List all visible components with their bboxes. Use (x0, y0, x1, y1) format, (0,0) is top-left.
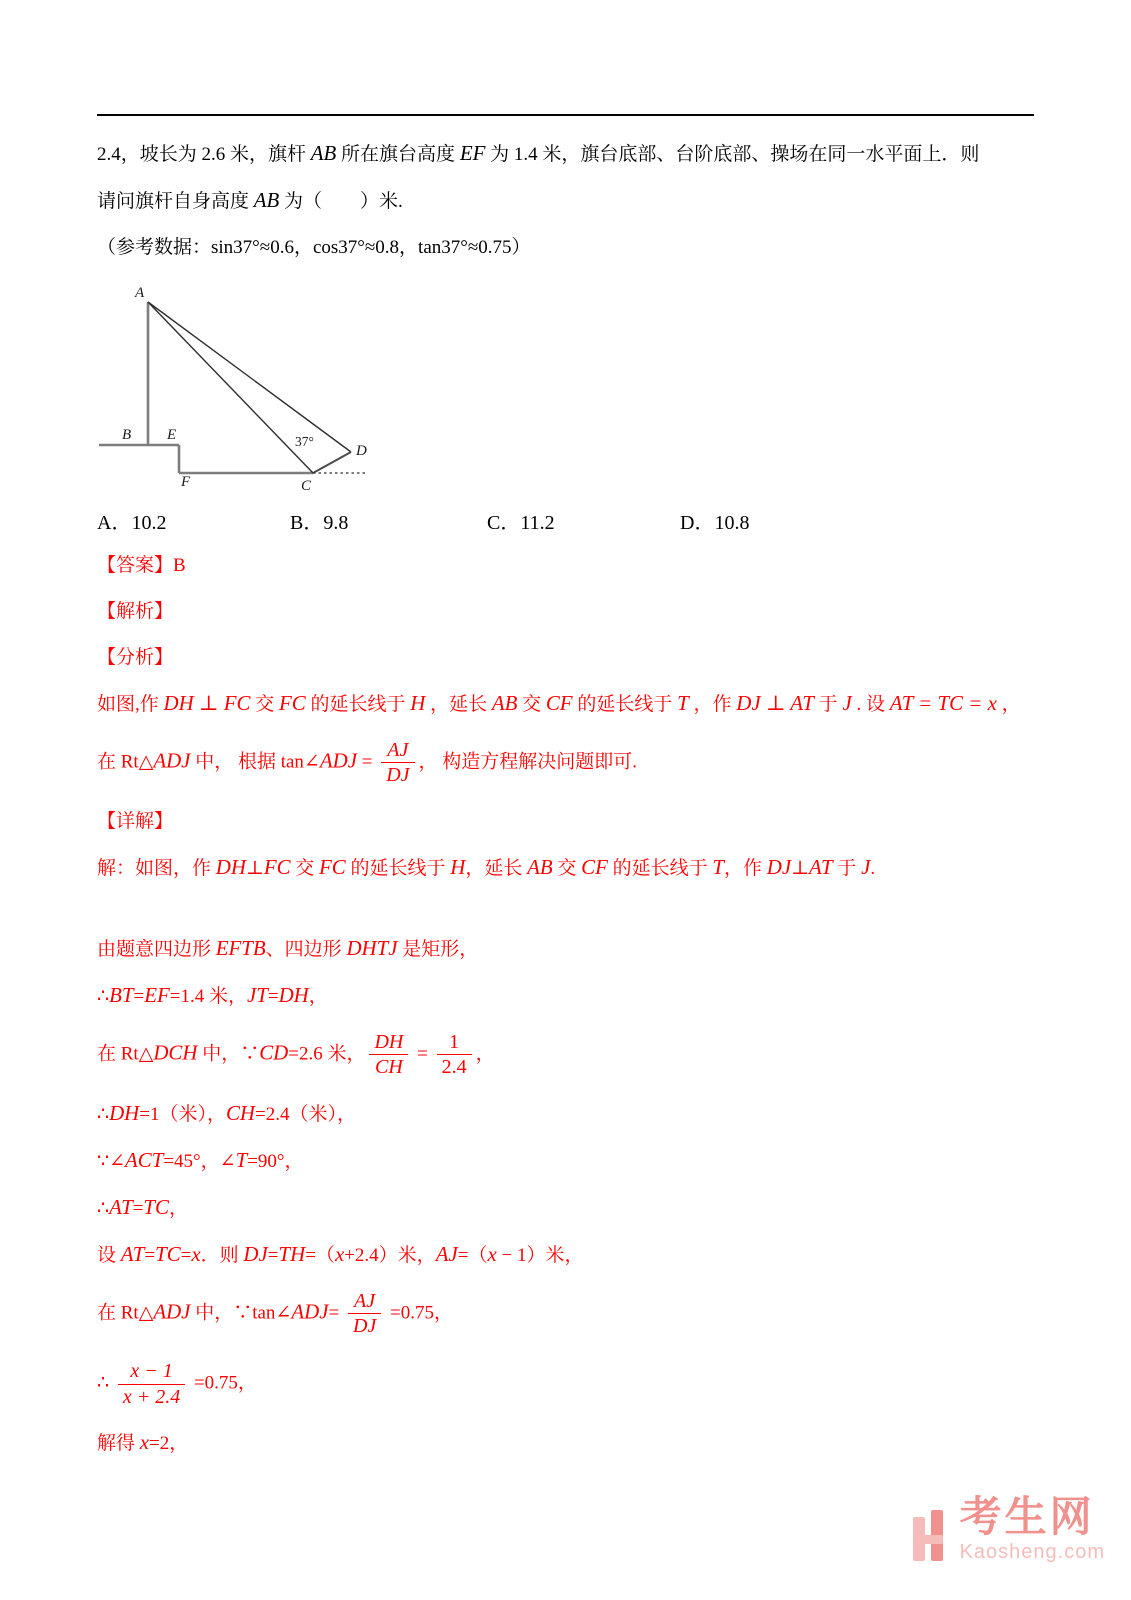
plain-text: ⊥ (791, 857, 810, 879)
plain-text: 交 (552, 857, 582, 879)
fraction: $\frac{DH}{CH}$ (369, 1031, 408, 1079)
math-text: T (677, 691, 689, 715)
math-text: CD (259, 1040, 289, 1065)
plain-text: = (180, 1244, 192, 1266)
text-line (97, 187, 1057, 215)
math-text: JT (246, 982, 268, 1007)
math-text: AB (253, 188, 280, 212)
plain-text: ，延长 (425, 694, 492, 715)
option-b: B．9.8 (290, 512, 349, 534)
text-line (97, 690, 1057, 718)
math-text: CH (226, 1100, 256, 1125)
plain-text: 2.4，坡长为 2.6 米，旗杆 (97, 144, 311, 165)
math-text: FC (279, 691, 306, 715)
plain-text: ，延长 (465, 857, 528, 879)
plain-text: 的延长线于 (305, 694, 411, 715)
point-label-C: C (301, 478, 312, 494)
analysis-text (97, 690, 1057, 789)
math-text: ADJ (153, 748, 191, 773)
plain-text: =2， (149, 1433, 189, 1455)
plain-text: ，作 (688, 694, 737, 715)
math-text: H (450, 854, 466, 879)
answer-label: 【答案】 (97, 555, 174, 576)
math-text: DHTJ (346, 935, 398, 960)
plain-text: ∴ (97, 1372, 114, 1394)
plain-text: = (356, 751, 378, 773)
math-text: EF (459, 141, 486, 165)
option-a: A．10.2 (97, 512, 167, 534)
math-text: J (842, 691, 852, 715)
math-text: DH ⊥ FC (163, 691, 251, 715)
text-line (97, 1241, 1057, 1269)
plain-text: ， (996, 694, 1021, 715)
text-line (97, 982, 1057, 1010)
text-line (97, 140, 1057, 168)
plain-text: 的延长线于 (345, 857, 451, 879)
plain-text: =1.4 米， (169, 985, 247, 1007)
plain-text: =0.75， (385, 1301, 453, 1323)
plain-text: = (412, 1043, 433, 1065)
math-text: T (712, 854, 725, 879)
math-text: J (861, 854, 871, 879)
point-label-B: B (122, 427, 132, 443)
text-line (97, 737, 1057, 789)
plain-text: ， (308, 985, 328, 1007)
solution-text (97, 935, 1057, 1457)
plain-text: = (267, 985, 279, 1007)
plain-text: 的延长线于 (572, 694, 678, 715)
plain-text: = (144, 1244, 156, 1266)
text-line (97, 1147, 1057, 1175)
choice-options-row (97, 506, 1057, 533)
section-fenxi: 【分析】 (97, 647, 174, 668)
section-xiangjie: 【详解】 (97, 810, 174, 832)
text-line (97, 1358, 1057, 1410)
plain-text: ， (475, 1043, 495, 1065)
fraction: $\frac{AJ}{DJ}$ (348, 1290, 381, 1338)
math-text: DJ (766, 854, 792, 879)
plain-text: 解：如图，作 (97, 857, 216, 879)
text-line (97, 935, 1057, 963)
plain-text: − 1）米， (496, 1244, 584, 1266)
math-text: DH (109, 1100, 140, 1125)
plain-text: ， (168, 1197, 188, 1219)
math-text: TC (143, 1194, 169, 1219)
math-text: DJ (243, 1241, 268, 1266)
sightline-AD (148, 302, 351, 452)
math-text: x (191, 1241, 201, 1266)
plain-text: =（ (305, 1244, 335, 1266)
plain-text: 中， 根据 tan∠ (190, 751, 320, 773)
plain-text: = (328, 1301, 344, 1323)
text-line (97, 1194, 1057, 1222)
plain-text: 请问旗杆自身高度 (97, 191, 254, 212)
plain-text: ∴ (97, 1197, 110, 1219)
math-text: CF (581, 854, 608, 879)
math-text: H (410, 691, 426, 715)
fraction: $\frac{x - 1}{x + 2.4}$ (118, 1360, 185, 1408)
plain-text: 设 (97, 1244, 121, 1266)
plain-text: 交 (250, 694, 279, 715)
math-text: TH (278, 1241, 306, 1266)
math-text: AJ (435, 1241, 458, 1266)
blank-gap (97, 901, 1057, 935)
plain-text: =（ (457, 1244, 488, 1266)
plain-text: =1（米）， (139, 1103, 226, 1125)
fraction: $\frac{1}{2.4}$ (437, 1031, 472, 1079)
plain-text: 交 (517, 694, 546, 715)
plain-text: 于 (813, 694, 843, 715)
math-text: ADJ (319, 748, 357, 773)
math-text: DJ ⊥ AT (736, 691, 814, 715)
plain-text: =0.75， (189, 1372, 257, 1394)
math-text: ACT (125, 1147, 164, 1172)
math-text: AT (809, 854, 833, 879)
plain-text: =45°，∠ (163, 1150, 236, 1172)
plain-text: 、四边形 (265, 938, 347, 960)
plain-text: 是矩形， (397, 938, 479, 960)
math-text: FC (319, 854, 346, 879)
math-text: AB (491, 691, 518, 715)
answer-line (97, 552, 1057, 579)
answer-value: B (173, 555, 186, 576)
plain-text: 为（ ）米. (279, 191, 403, 212)
plain-text: ∵∠ (97, 1150, 126, 1172)
plain-text: 在 Rt△ (97, 1043, 154, 1065)
math-text: TC (155, 1241, 181, 1266)
plain-text: =2.4（米）， (255, 1103, 356, 1125)
watermark-site-domain: Kaosheng.com (959, 1541, 1105, 1563)
plain-text: +2.4）米， (344, 1244, 436, 1266)
plain-text: . (870, 857, 876, 879)
option-d: D．10.8 (680, 512, 750, 534)
math-text: CF (545, 691, 573, 715)
plain-text: 的延长线于 (607, 857, 713, 879)
geometry-figure (97, 280, 409, 496)
point-label-E: E (167, 427, 177, 443)
sightline-AC (148, 302, 313, 473)
math-text: AT (109, 1194, 133, 1219)
math-text: AB (310, 141, 337, 165)
math-text: DH (278, 982, 309, 1007)
slope-CD (313, 452, 351, 473)
plain-text: =2.6 米， (288, 1043, 366, 1065)
plain-text: . 设 (851, 694, 890, 715)
plain-text: = (267, 1244, 279, 1266)
math-text: EFTB (215, 935, 266, 960)
plain-text: =90°， (247, 1150, 304, 1172)
math-text: x (139, 1430, 150, 1455)
math-text: DH (215, 854, 246, 879)
plain-text: 于 (832, 857, 862, 879)
plain-text: = (133, 985, 145, 1007)
figure-svg (97, 280, 409, 496)
angle-label-37: 37° (295, 434, 314, 449)
plain-text: 如图,作 (97, 694, 164, 715)
solution-intro (97, 854, 1057, 882)
text-line (97, 1288, 1057, 1340)
math-text: T (235, 1147, 248, 1172)
problem-statement (97, 140, 1057, 261)
plain-text: ， 构造方程解决问题即可. (418, 751, 638, 773)
top-divider (97, 114, 1034, 116)
plain-text: ∴ (97, 985, 110, 1007)
math-text: x (487, 1241, 497, 1266)
plain-text: ，作 (724, 857, 767, 879)
math-text: EF (144, 982, 170, 1007)
point-label-A: A (135, 285, 145, 301)
kaosheng-watermark (910, 1492, 1105, 1564)
math-text: AT (120, 1241, 145, 1266)
text-line (97, 1029, 1057, 1081)
option-c: C．11.2 (487, 512, 555, 534)
kaosheng-logo-icon (910, 1510, 950, 1564)
plain-text: 交 (290, 857, 320, 879)
fraction: $\frac{AJ}{DJ}$ (381, 739, 414, 787)
point-label-D: D (356, 443, 367, 459)
point-label-F: F (181, 474, 191, 490)
math-text: AB (527, 854, 553, 879)
plain-text: 在 Rt△ (97, 751, 154, 773)
math-text: ADJ (153, 1298, 191, 1323)
plain-text: ⊥ (245, 857, 264, 879)
plain-text: 在 Rt△ (97, 1301, 154, 1323)
plain-text: 所在旗台高度 (336, 144, 460, 165)
plain-text: ∴ (97, 1103, 110, 1125)
plain-text: = (132, 1197, 144, 1219)
plain-text: 中，∵ (197, 1043, 260, 1065)
math-text: AT = TC = x (889, 691, 997, 715)
math-text: BT (109, 982, 134, 1007)
text-line (97, 1429, 1057, 1457)
watermark-site-name: 考生网 (959, 1492, 1095, 1540)
plain-text: 为 1.4 米，旗台底部、台阶底部、操场在同一水平面上．则 (485, 144, 980, 165)
math-text: DCH (153, 1040, 198, 1065)
plain-text: ．则 (200, 1244, 244, 1266)
math-text: ADJ (291, 1298, 329, 1323)
plain-text: （参考数据：sin37°≈0.6，cos37°≈0.8，tan37°≈0.75） (97, 237, 531, 258)
text-line (97, 1100, 1057, 1128)
document-content (97, 140, 1057, 1476)
math-text: x (334, 1241, 345, 1266)
watermark-text (959, 1492, 1105, 1564)
text-line (97, 854, 1057, 882)
plain-text: 解得 (97, 1433, 140, 1455)
plain-text: 中，∵tan∠ (190, 1301, 292, 1323)
plain-text: 由题意四边形 (97, 938, 216, 960)
text-line (97, 234, 1057, 261)
section-jiexi: 【解析】 (97, 601, 174, 622)
math-text: FC (263, 854, 291, 879)
